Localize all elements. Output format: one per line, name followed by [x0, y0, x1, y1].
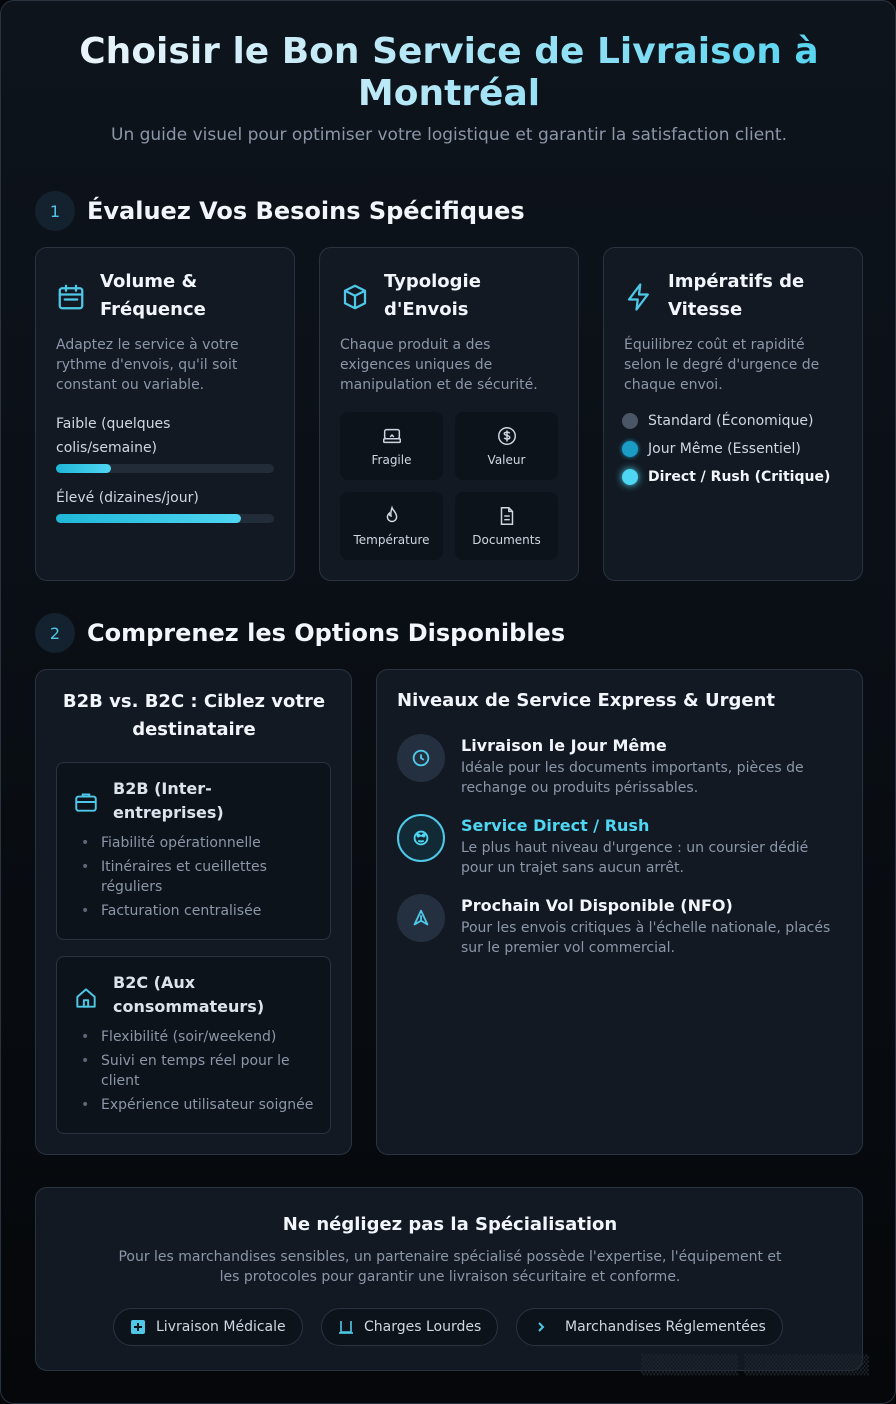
tile-label: Documents: [472, 533, 541, 547]
progress-bar-high: [56, 514, 274, 523]
clock-icon-badge: [397, 734, 445, 782]
rocket-icon: [410, 827, 432, 849]
section-title: Comprenez les Options Disponibles: [87, 619, 566, 647]
briefcase-icon: [73, 789, 99, 815]
plane-icon: [410, 907, 432, 929]
b2b-box: [56, 762, 331, 940]
status-dot: [622, 413, 638, 429]
section-number-badge: 1: [35, 191, 75, 231]
card-description: Équilibrez coût et rapidité selon le degré d'urgence de chaque envoi.: [624, 337, 820, 393]
dollar-icon: [496, 425, 518, 447]
flame-icon: [381, 505, 403, 527]
box-icon: [340, 282, 370, 312]
pill-heavy-loads[interactable]: [321, 1308, 498, 1346]
service-level-title: Prochain Vol Disponible (NFO): [461, 896, 733, 915]
card-description: Pour les marchandises sensibles, un partenaire spécialisé possède l'expertise, l'équipement et les protocoles pour garantir une livraison sécuritaire et conforme.: [118, 1249, 782, 1285]
card-title: Impératifs de Vitesse: [668, 271, 805, 320]
speed-option-standard: [622, 413, 814, 429]
pill-label: Charges Lourdes: [364, 1319, 482, 1335]
tile-label: Température: [353, 533, 430, 547]
document-icon: [496, 505, 518, 527]
heavy-load-icon: [338, 1319, 354, 1335]
bar-label-low: Faible (quelques colis/semaine): [56, 416, 171, 456]
b2c-title: B2C (Aux consommateurs): [113, 973, 265, 1016]
lightning-icon: [624, 282, 654, 312]
status-dot: [622, 469, 638, 485]
card-title: Ne négligez pas la Spécialisation: [282, 1214, 618, 1235]
service-level-title: Service Direct / Rush: [461, 816, 650, 835]
b2b-list: [81, 833, 321, 925]
card-title: B2B vs. B2C : Ciblez votre destinataire: [62, 691, 326, 740]
tile-label: Valeur: [487, 453, 526, 467]
specialisation-card: [35, 1187, 863, 1371]
rocket-icon-badge: [397, 814, 445, 862]
pill-medical[interactable]: [113, 1308, 303, 1346]
b2b-title: B2B (Inter-entreprises): [113, 779, 224, 822]
section-number-badge: 2: [35, 613, 75, 653]
page-subtitle: Un guide visuel pour optimiser votre logistique et garantir la satisfaction client.: [111, 125, 787, 145]
status-dot: [622, 441, 638, 457]
progress-fill-high: [56, 514, 241, 523]
list-item: • Fiabilité opérationnelle: [81, 833, 321, 853]
page-title: Choisir le Bon Service de Livraison à Montréal: [41, 31, 857, 115]
volume-card: [35, 247, 295, 581]
pill-label: Livraison Médicale: [156, 1319, 286, 1335]
speed-label: Jour Même (Essentiel): [648, 441, 801, 457]
tile-documents: [455, 492, 558, 560]
service-level-description: Pour les envois critiques à l'échelle nationale, placés sur le premier vol commercial.: [461, 920, 831, 956]
pill-label: Marchandises Réglementées: [565, 1319, 766, 1335]
plane-icon-badge: [397, 894, 445, 942]
progress-fill-low: [56, 464, 111, 473]
tile-temperature: [340, 492, 443, 560]
medical-icon: [130, 1319, 146, 1335]
express-card: [376, 669, 863, 1155]
pill-regulated-goods[interactable]: [516, 1308, 783, 1346]
speed-card: [603, 247, 863, 581]
speed-option-rush: [622, 469, 830, 485]
watermark-logo: ▒▒▒▒▒▒▒ ▒▒▒▒▒▒▒▒▒: [641, 1355, 869, 1376]
progress-bar-low: [56, 464, 274, 473]
list-item: • Suivi en temps réel pour le client: [81, 1051, 321, 1091]
b2c-box: [56, 956, 331, 1134]
section-1-header: [35, 191, 525, 231]
list-item: • Itinéraires et cueillettes réguliers: [81, 857, 321, 897]
speed-option-same-day: [622, 441, 801, 457]
clock-icon: [410, 747, 432, 769]
b2b-b2c-card: [35, 669, 352, 1155]
tile-fragile: [340, 412, 443, 480]
home-icon: [73, 985, 99, 1011]
card-description: Chaque produit a des exigences uniques de manipulation et de sécurité.: [340, 337, 538, 393]
section-title: Évaluez Vos Besoins Spécifiques: [87, 197, 525, 225]
tile-label: Fragile: [371, 453, 412, 467]
typology-card: [319, 247, 579, 581]
card-title: Volume & Fréquence: [100, 271, 206, 320]
b2c-list: [81, 1027, 321, 1119]
list-item: • Facturation centralisée: [81, 901, 321, 921]
speed-label: Direct / Rush (Critique): [648, 469, 831, 485]
service-level-description: Le plus haut niveau d'urgence : un coursier dédié pour un trajet sans aucun arrêt.: [461, 840, 809, 876]
service-level-description: Idéale pour les documents importants, pièces de rechange ou produits périssables.: [461, 760, 804, 796]
card-description: Adaptez le service à votre rythme d'envois, qu'il soit constant ou variable.: [56, 337, 239, 393]
tile-valeur: [455, 412, 558, 480]
list-item: • Expérience utilisateur soignée: [81, 1095, 321, 1115]
section-2-header: [35, 613, 565, 653]
chevron-right-icon: [533, 1319, 549, 1335]
card-title: Niveaux de Service Express & Urgent: [397, 690, 776, 711]
fragile-icon: [381, 425, 403, 447]
speed-label: Standard (Économique): [648, 413, 814, 429]
bar-label-high: Élevé (dizaines/jour): [56, 490, 199, 506]
card-title: Typologie d'Envois: [384, 271, 481, 320]
service-level-title: Livraison le Jour Même: [461, 736, 667, 755]
list-item: • Flexibilité (soir/weekend): [81, 1027, 321, 1047]
calendar-icon: [56, 282, 86, 312]
